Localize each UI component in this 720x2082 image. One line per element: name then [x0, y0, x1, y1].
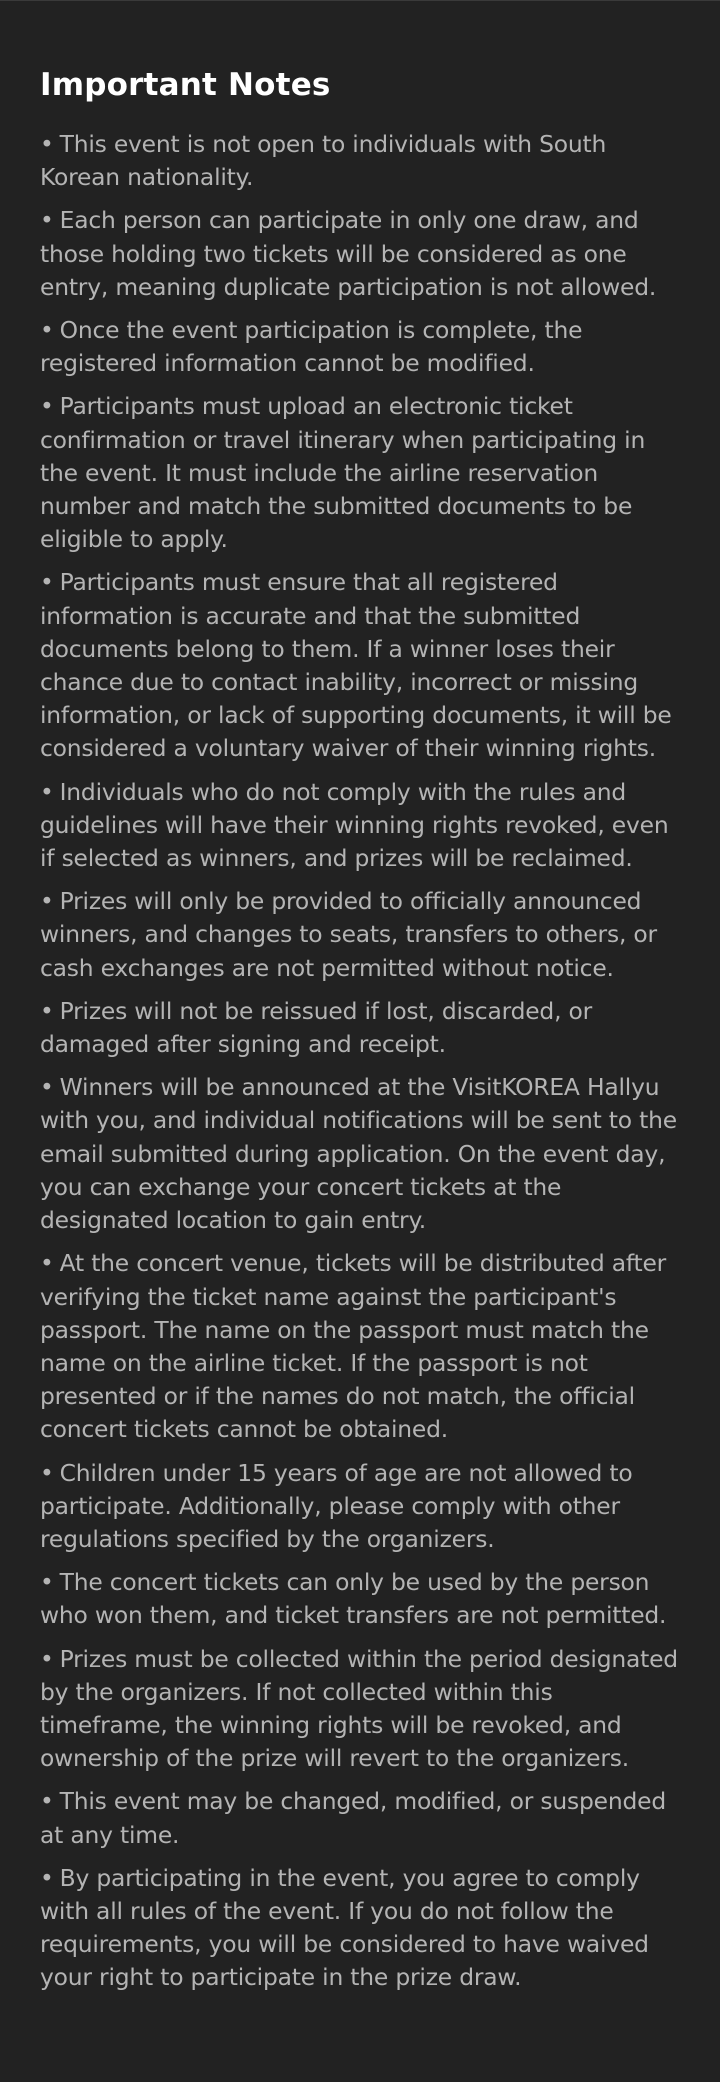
bullet-icon: •: [40, 887, 54, 916]
note-item-2: [40, 204, 680, 304]
bullet-icon: •: [40, 568, 54, 597]
note-text: Winners will be announced at the VisitKOREA Hallyu with you, and individual notifications will be sent to the email submitted during application. On the event day, you can exchange your concert tickets at the designated location to gain entry.: [40, 1073, 677, 1235]
section-title: Important Notes: [40, 67, 331, 103]
note-text: Prizes will not be reissued if lost, discarded, or damaged after signing and receipt.: [40, 996, 593, 1059]
note-item-14: [40, 1785, 680, 1851]
bullet-icon: •: [40, 392, 54, 421]
note-text: The concert tickets can only be used by the person who won them, and ticket transfers are not permitted.: [40, 1568, 667, 1630]
note-item-1: [40, 128, 680, 194]
bullet-icon: •: [40, 1787, 54, 1816]
note-item-5: [40, 566, 680, 765]
bullet-icon: •: [40, 1568, 54, 1597]
bullet-icon: •: [40, 1863, 54, 1892]
bullet-icon: •: [40, 1644, 54, 1673]
note-text: Each person can participate in only one draw, and those holding two tickets will be considered as one entry, meaning duplicate participation is not allowed.: [40, 206, 657, 301]
bullet-icon: •: [40, 996, 54, 1025]
note-item-11: [40, 1457, 680, 1557]
note-item-6: [40, 776, 680, 876]
note-text: At the concert venue, tickets will be distributed after verifying the ticket name against the participant's passport. The name on the passport must match the name on the airline ticket. If the passport is not presented or if the names do not match, the official concert tickets cannot be obtained.: [40, 1249, 667, 1444]
bullet-icon: •: [40, 1249, 54, 1278]
note-text: Prizes will only be provided to officially announced winners, and changes to seats, transfers to others, or cash exchanges are not permitted without notice.: [40, 887, 657, 982]
note-item-15: [40, 1862, 680, 1995]
note-item-12: [40, 1566, 680, 1632]
note-item-10: [40, 1247, 680, 1446]
note-text: Participants must ensure that all registered information is accurate and that the submitted documents belong to them. If a winner loses their chance due to contact inability, incorrect or missing information, or lack of supporting documents, it will be considered a voluntary waiver of their winning rights.: [40, 568, 672, 763]
note-text: By participating in the event, you agree to comply with all rules of the event. If you do not follow the requirements, you will be considered to have waived your right to participate in the prize draw.: [40, 1863, 649, 1992]
bullet-icon: •: [40, 206, 54, 235]
note-text: This event is not open to individuals with South Korean nationality.: [40, 130, 607, 192]
note-item-13: [40, 1643, 680, 1776]
notes-list: [40, 128, 680, 1995]
note-item-4: [40, 390, 680, 556]
note-item-9: [40, 1071, 680, 1237]
bullet-icon: •: [40, 1073, 54, 1102]
bullet-icon: •: [40, 130, 54, 158]
note-item-7: [40, 885, 680, 985]
bullet-icon: •: [40, 777, 54, 806]
note-item-8: [40, 995, 680, 1061]
note-text: This event may be changed, modified, or suspended at any time.: [40, 1787, 666, 1849]
note-item-3: [40, 314, 680, 380]
note-text: Children under 15 years of age are not allowed to participate. Additionally, please comply with other regulations specified by the organizers.: [40, 1458, 633, 1553]
important-notes-section: [0, 1, 720, 1995]
bullet-icon: •: [40, 316, 54, 345]
note-text: Participants must upload an electronic ticket confirmation or travel itinerary when participating in the event. It must include the airline reservation number and match the submitted documents to be eligible to apply.: [40, 392, 646, 554]
bullet-icon: •: [40, 1458, 54, 1487]
note-text: Individuals who do not comply with the rules and guidelines will have their winning rights revoked, even if selected as winners, and prizes will be reclaimed.: [40, 777, 669, 873]
note-text: Once the event participation is complete, the registered information cannot be modified.: [40, 316, 583, 378]
note-text: Prizes must be collected within the period designated by the organizers. If not collected within this timeframe, the winning rights will be revoked, and ownership of the prize will revert to the organizers.: [40, 1644, 678, 1773]
